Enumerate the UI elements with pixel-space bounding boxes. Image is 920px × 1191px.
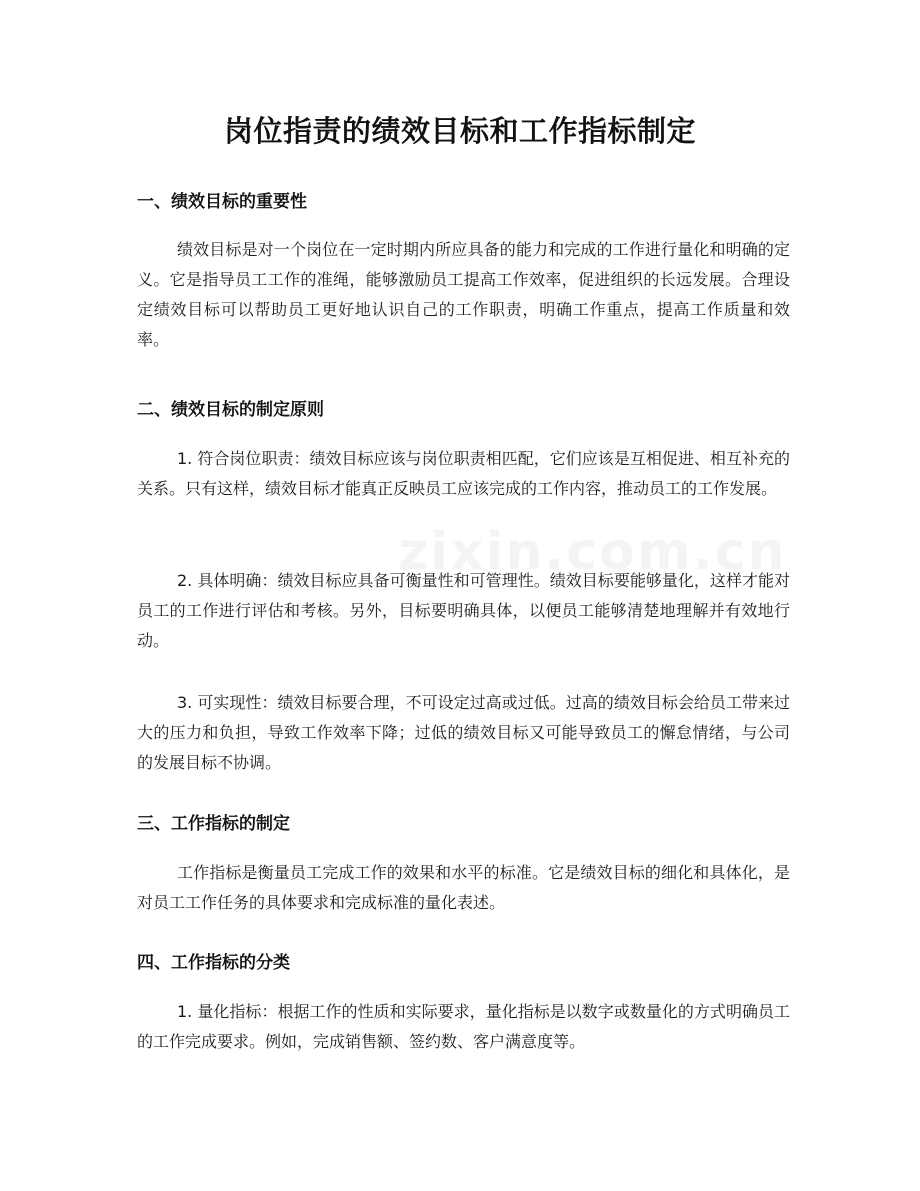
section-heading-indicator-types: 四、工作指标的分类 (137, 953, 290, 973)
section-heading-importance: 一、绩效目标的重要性 (137, 192, 307, 212)
section-paragraph: 1. 量化指标：根据工作的性质和实际要求，量化指标是以数字或数量化的方式明确员工的工作完成要求。例如，完成销售额、签约数、客户满意度等。 (137, 1002, 790, 1051)
section-paragraph: 绩效目标是对一个岗位在一定时期内所应具备的能力和完成的工作进行量化和明确的定义。它是指导员工工作的准绳，能够激励员工提高工作效率，促进组织的长远发展。合理设定绩效目标可以帮助员工更好地认识自己的工作职责，明确工作重点，提高工作质量和效率。 (137, 240, 790, 349)
section-paragraph: 1. 符合岗位职责：绩效目标应该与岗位职责相匹配，它们应该是互相促进、相互补充的关系。只有这样，绩效目标才能真正反映员工应该完成的工作内容，推动员工的工作发展。 (137, 449, 790, 498)
section-paragraph: 2. 具体明确：绩效目标应具备可衡量性和可管理性。绩效目标要能够量化，这样才能对员工的工作进行评估和考核。另外，目标要明确具体，以便员工能够清楚地理解并有效地行动。 (137, 571, 790, 650)
section-paragraph: 工作指标是衡量员工完成工作的效果和水平的标准。它是绩效目标的细化和具体化，是对员工工作任务的具体要求和完成标准的量化表述。 (137, 863, 790, 912)
document-title: 岗位指责的绩效目标和工作指标制定 (223, 114, 696, 148)
section-heading-principles: 二、绩效目标的制定原则 (137, 400, 324, 420)
section-heading-indicator-setting: 三、工作指标的制定 (137, 814, 290, 834)
section-paragraph: 3. 可实现性：绩效目标要合理，不可设定过高或过低。过高的绩效目标会给员工带来过大的压力和负担，导致工作效率下降；过低的绩效目标又可能导致员工的懈怠情绪，与公司的发展目标不协调。 (137, 693, 790, 772)
